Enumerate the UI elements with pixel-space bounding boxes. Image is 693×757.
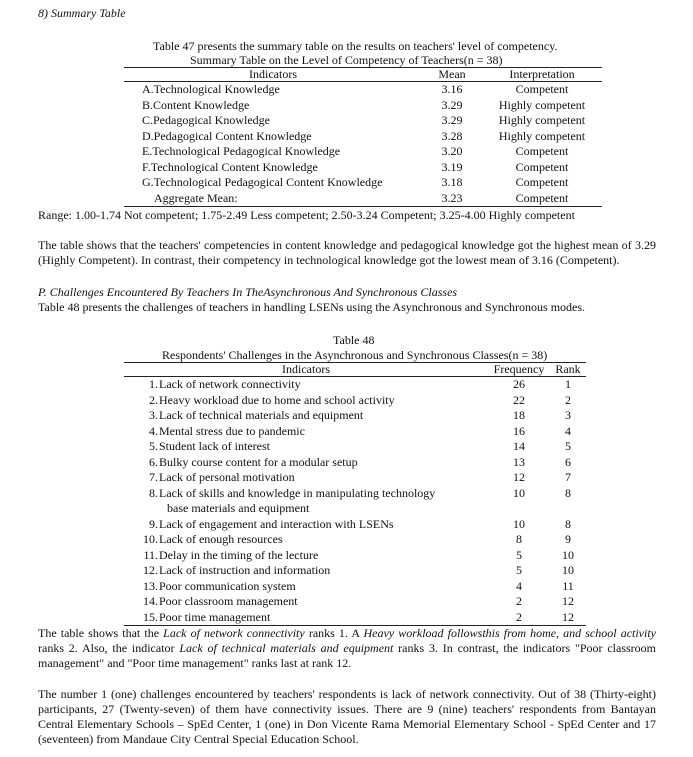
indicator-cell: A.Technological Knowledge (142, 82, 280, 96)
frequency-cell: 5 (516, 547, 522, 562)
rank-cell: 2 (565, 392, 571, 407)
frequency-cell: 10 (513, 485, 525, 500)
rank-cell: 4 (565, 423, 571, 438)
table-row (124, 175, 602, 191)
table47-intro: Table 47 presents the summary table on the results on teachers' level of competency. (153, 39, 558, 53)
table48-header-frequency: Frequency (488, 363, 550, 377)
rank-cell: 11 (562, 578, 574, 593)
rank-cell: 3 (565, 408, 571, 422)
indicator-cell: Lack of engagement and interaction with LSENs (159, 516, 394, 531)
row-number-cell: 3. (149, 408, 158, 422)
indicator-cell: Lack of skills and knowledge in manipulating technology (159, 485, 436, 500)
mean-cell: 3.19 (441, 159, 463, 174)
table-row (124, 393, 586, 409)
table48-caption: Respondents' Challenges in the Asynchronous and Synchronous Classes(n = 38) (162, 348, 548, 362)
range-note: Range: 1.00-1.74 Not competent; 1.75-2.49 Less competent; 2.50-3.24 Competent; 3.25-4.00 Highly competent (38, 208, 575, 222)
rank-cell: 1 (565, 377, 571, 391)
table-row (124, 610, 586, 626)
mean-cell: 3.29 (441, 113, 463, 127)
indicator-cell: Delay in the timing of the lecture (159, 547, 319, 562)
rank-cell: 6 (565, 454, 571, 469)
table47-header-interpretation: Interpretation (482, 68, 602, 82)
rank-cell (550, 501, 586, 517)
table-row (124, 501, 586, 517)
table-row (124, 98, 602, 114)
table48-title: Table 48 (333, 333, 375, 347)
frequency-cell: 12 (513, 470, 525, 484)
aggregate-mean: 3.23 (422, 191, 482, 207)
table-row (124, 424, 586, 440)
table-row (124, 82, 602, 98)
table-row (124, 594, 586, 610)
table-row (124, 129, 602, 145)
para-emphasis: Lack of network connectivity (163, 626, 305, 640)
rank-cell: 12 (562, 594, 574, 608)
frequency-cell: 8 (516, 532, 522, 546)
frequency-cell: 2 (516, 594, 522, 608)
table48-header-rank: Rank (550, 363, 586, 377)
aggregate-label: Aggregate Mean: (124, 191, 422, 207)
table-row (124, 532, 586, 548)
table-row (124, 517, 586, 533)
frequency-cell: 18 (513, 408, 525, 422)
section-heading: 8) Summary Table (38, 6, 126, 20)
row-number-cell: 14. (143, 594, 158, 608)
table-row (124, 408, 586, 424)
table47-header-row (124, 68, 602, 82)
table47-caption: Summary Table on the Level of Competency of Teachers(n = 38) (190, 53, 503, 67)
mean-cell: 3.16 (441, 82, 463, 96)
interpretation-cell: Competent (515, 159, 569, 174)
table-row (124, 160, 602, 176)
para-text: ranks 3. In contrast, the indicators "Poor classroom management" and "Poor time management" ranks last at rank 12. (38, 641, 656, 670)
table-row (124, 470, 586, 486)
table47-header-indicators: Indicators (124, 68, 422, 82)
row-number-cell: 7. (149, 470, 158, 484)
table-row (124, 113, 602, 129)
interpretation-cell: Competent (515, 82, 569, 96)
indicator-cell: Lack of network connectivity (159, 377, 301, 391)
row-number-cell: 13. (143, 578, 158, 593)
frequency-cell: 26 (513, 377, 525, 391)
table-row (124, 439, 586, 455)
mean-cell: 3.28 (441, 128, 463, 143)
table-row (124, 144, 602, 160)
table-row (124, 563, 586, 579)
para-text: The table shows that the (38, 626, 164, 640)
table48-header-row (124, 363, 586, 377)
indicator-cell: Poor time management (159, 610, 488, 626)
frequency-cell: 4 (516, 578, 522, 593)
indicator-cell: E.Technological Pedagogical Knowledge (142, 144, 341, 158)
indicator-cell: Lack of personal motivation (159, 470, 295, 484)
mean-cell: 3.20 (441, 144, 463, 158)
indicator-cell: Mental stress due to pandemic (159, 423, 305, 438)
para-emphasis: Heavy workload followsthis from home, and school activity (363, 626, 657, 640)
indicator-cell: Poor communication system (159, 578, 296, 593)
table48-header-indicators: Indicators (124, 363, 488, 377)
interpretation-cell: Competent (515, 144, 569, 158)
mean-cell: 3.18 (441, 175, 463, 189)
frequency-cell: 14 (513, 439, 525, 453)
frequency-cell: 16 (513, 423, 525, 438)
interpretation-cell: Highly competent (498, 97, 586, 112)
rank-cell: 10 (562, 563, 574, 577)
mean-cell: 3.29 (441, 97, 463, 112)
interpretation-cell: Highly competent (498, 113, 586, 127)
row-number-cell: 8. (149, 485, 158, 500)
table-row (124, 548, 586, 564)
row-number-cell: 12. (143, 563, 158, 577)
indicator-cell: G.Technological Pedagogical Content Knowledge (142, 175, 383, 189)
row-number-cell: 6. (149, 454, 158, 469)
summary-paragraph: The table shows that the teachers' competencies in content knowledge and pedagogical knowledge got the highest mean of 3.29 (Highly Competent). In contrast, their competency in technological knowledge got the lowest mean of 3.16 (Competent). (38, 238, 656, 267)
indicator-cell: Bulky course content for a modular setup (159, 454, 358, 469)
indicator-cell: B.Content Knowledge (142, 97, 250, 112)
section-p-heading: P. Challenges Encountered By Teachers In TheAsynchronous And Synchronous Classes (38, 285, 458, 299)
indicator-cell: base materials and equipment (167, 501, 310, 515)
indicator-cell: Poor classroom management (159, 594, 298, 608)
challenges-paragraph (38, 626, 656, 671)
rank-cell: 12 (550, 610, 586, 626)
table47-header-mean: Mean (422, 68, 482, 82)
row-number-cell: 2. (149, 392, 158, 407)
rank-cell: 8 (565, 485, 571, 500)
row-number-cell: 5. (149, 439, 158, 453)
frequency-cell: 22 (513, 392, 525, 407)
interpretation-cell: Competent (515, 175, 569, 189)
row-number-cell: 9. (149, 516, 158, 531)
table48-intro: Table 48 presents the challenges of teachers in handling LSENs using the Asynchronous and Synchronous modes. (38, 300, 586, 314)
indicator-cell: D.Pedagogical Content Knowledge (142, 128, 312, 143)
rank-cell: 5 (565, 439, 571, 453)
rank-cell: 8 (565, 516, 571, 531)
para-text: ranks 2. Also, the indicator (38, 641, 180, 655)
rank-cell: 10 (562, 547, 574, 562)
row-number-cell: 15. (124, 610, 159, 626)
row-number-cell: 10. (143, 532, 158, 546)
indicator-cell: Heavy workload due to home and school activity (159, 392, 395, 407)
table-row (124, 579, 586, 595)
interpretation-cell: Highly competent (498, 128, 586, 143)
frequency-cell: 13 (513, 454, 525, 469)
para-text: ranks 1. A (304, 626, 364, 640)
row-number-cell: 4. (149, 423, 158, 438)
indicator-cell: Student lack of interest (159, 439, 270, 453)
table47 (124, 67, 602, 207)
table-row (124, 486, 586, 502)
row-number-cell: 1. (149, 377, 158, 391)
table-row (124, 377, 586, 393)
frequency-cell: 2 (488, 610, 550, 626)
row-number-cell (124, 501, 159, 517)
indicator-cell: Lack of instruction and information (159, 563, 331, 577)
indicator-cell: Lack of technical materials and equipment (159, 408, 364, 422)
rank-cell: 9 (565, 532, 571, 546)
para-emphasis: Lack of technical materials and equipment (179, 641, 394, 655)
indicator-cell: Lack of enough resources (159, 532, 283, 546)
frequency-cell: 10 (513, 516, 525, 531)
final-paragraph: The number 1 (one) challenges encountered by teachers' respondents is lack of network connectivity. Out of 38 (Thirty-eight) participants, 27 (Twenty-seven) of them have connectivity issues. There are 9 (nine) teachers' respondents from Bantayan Central Elementary Schools – SpEd Center, 1 (one) in Don Vicente Rama Memorial Elementary School - SpEd Center and 17 (seventeen) from Mandaue City Central Special Education School. (38, 687, 656, 746)
row-number-cell: 11. (143, 547, 158, 562)
frequency-cell: 5 (516, 563, 522, 577)
rank-cell: 7 (565, 470, 571, 484)
table48 (124, 362, 586, 626)
aggregate-interpretation: Competent (482, 191, 602, 207)
frequency-cell (488, 501, 550, 517)
indicator-cell: C.Pedagogical Knowledge (142, 113, 270, 127)
table-row (124, 455, 586, 471)
indicator-cell: F.Technological Content Knowledge (142, 159, 318, 174)
aggregate-row (124, 191, 602, 207)
